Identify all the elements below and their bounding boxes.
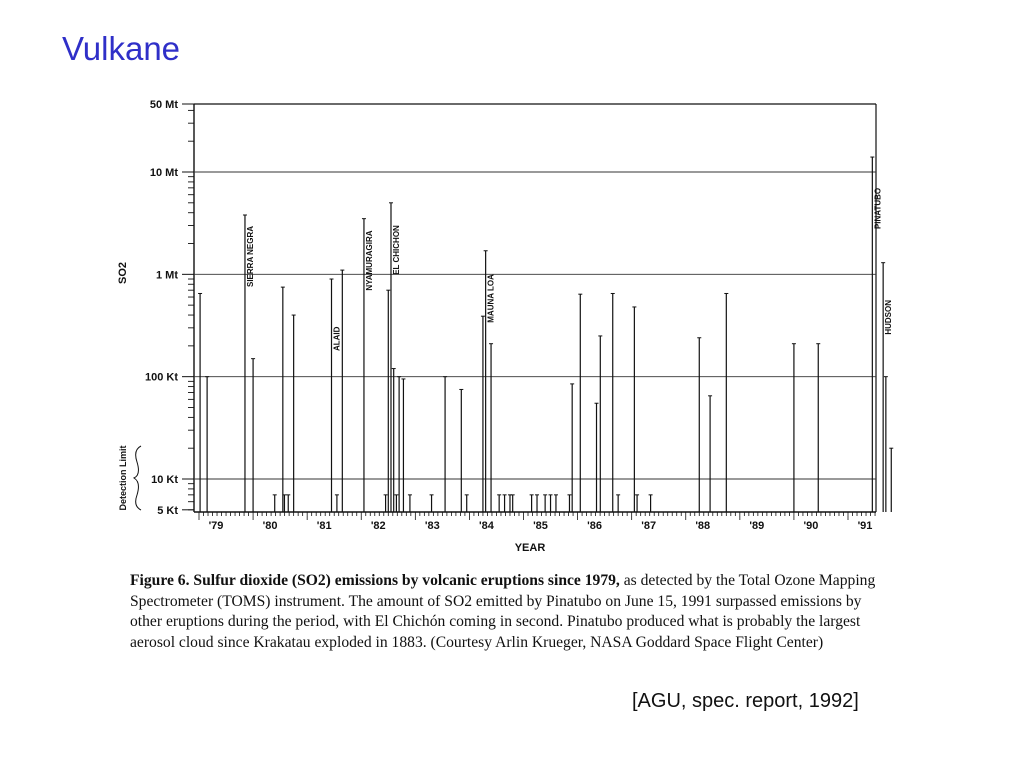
caption-line-2: on June 15, 1991 surpassed emissions by other eruptions during the period, with El Chichón (130, 592, 862, 630)
x-tick-label: '82 (370, 520, 386, 532)
volcano-label: PINATUBO (873, 187, 883, 230)
y-tick-label: 5 Kt (157, 504, 178, 517)
slide-title: Vulkane (62, 30, 181, 67)
volcano-label: ALAID (332, 326, 342, 352)
y-tick-label: 10 Mt (149, 167, 178, 179)
emission-bars (198, 157, 893, 512)
x-tick-label: '87 (641, 520, 657, 532)
x-tick-label: '90 (803, 520, 819, 532)
y-tick-label: 50 Mt (149, 99, 178, 111)
y-axis-label: SO2 (117, 261, 129, 285)
y-tick-label: 100 Kt (144, 371, 178, 384)
x-tick-label: '88 (695, 520, 711, 532)
plot-frame (194, 104, 876, 512)
x-axis-label: YEAR (514, 542, 546, 554)
volcano-labels (246, 188, 893, 351)
x-tick-label: '84 (478, 520, 494, 532)
caption-line-3: coming in second. Pinatubo produced what is probably the largest aerosol cloud since Krakatau (130, 613, 861, 651)
figure-caption (130, 571, 890, 653)
x-tick-label: '83 (424, 520, 440, 532)
volcano-label: NYAMURAGIRA (364, 230, 374, 291)
x-tick-label: '81 (316, 520, 332, 532)
detection-limit-brace (134, 446, 141, 510)
detection-limit-label: Detection Limit (118, 445, 128, 511)
y-tick-label: 10 Kt (151, 474, 178, 486)
caption-bold-text: Sulfur dioxide (SO2) emissions by volcanic eruptions since 1979, (193, 572, 620, 589)
caption-label: Figure 6. (130, 572, 190, 589)
y-tick-label: 1 Mt (156, 269, 178, 282)
reference-lines (194, 172, 876, 479)
caption-line-1: as detected by the Total Ozone Mapping Spectrometer (TOMS) instrument. The amount of SO2 emitted by Pinatubo (130, 572, 876, 610)
volcano-label: SIERRA NEGRA (245, 225, 255, 288)
volcano-label: EL CHICHON (391, 225, 401, 275)
volcano-label: HUDSON (884, 300, 894, 335)
x-tick-label: '86 (587, 520, 603, 532)
volcano-label: MAUNA LOA (486, 274, 496, 323)
x-tick-label: '79 (208, 520, 224, 532)
x-tick-label: '85 (533, 520, 548, 532)
caption-line-4: exploded in 1883. (Courtesy Arlin Krueger, NASA Goddard Space Flight Center) (314, 633, 824, 651)
x-tick-label: '89 (749, 520, 765, 532)
x-tick-label: '80 (262, 520, 278, 532)
citation: [AGU, spec. report, 1992] (632, 690, 859, 712)
axes (145, 99, 875, 532)
x-tick-label: '91 (857, 520, 873, 532)
